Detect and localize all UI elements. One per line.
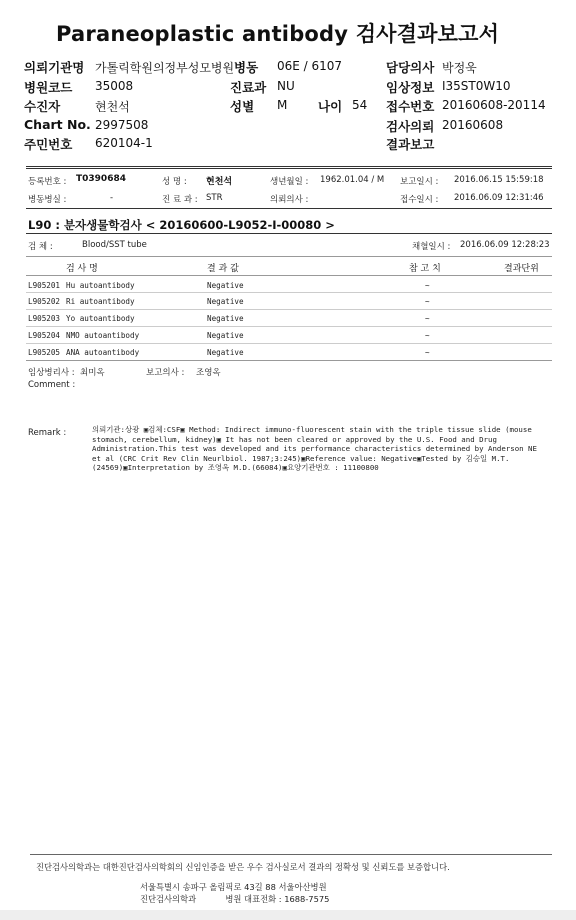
reporting-doctor-value: 조영옥 (196, 368, 221, 378)
divider (26, 256, 552, 257)
clinical-info-value: I35ST0W10 (442, 79, 511, 93)
report-title: Paraneoplastic antibody 검사결과보고서 (56, 22, 500, 46)
id-label: 주민번호 (24, 137, 73, 152)
clinical-info-label: 임상정보 (386, 80, 435, 95)
divider (26, 208, 552, 209)
test-result: Negative (207, 331, 244, 340)
receipt-date-label: 접수일시 : (400, 195, 439, 205)
receipt-date-value: 2016.06.09 12:31:46 (454, 193, 544, 203)
divider (26, 233, 552, 234)
test-result: Negative (207, 281, 244, 290)
chart-value: 2997508 (95, 118, 149, 132)
dept-label: 진료과 (230, 80, 267, 95)
divider (26, 360, 552, 361)
request-date-value: 20160608 (442, 118, 504, 132)
remark-label: Remark : (28, 428, 67, 438)
test-code: L905204 (28, 331, 61, 340)
reception-no-value: 20160608-20114 (442, 98, 546, 112)
doctor-value: 박정욱 (442, 61, 477, 75)
institution-label: 의뢰기관명 (24, 60, 85, 75)
test-name: ANA autoantibody (66, 348, 140, 357)
test-result: Negative (207, 348, 244, 357)
divider (26, 168, 552, 169)
specimen-label: 검 체 : (28, 242, 53, 252)
ward-room-value: - (110, 193, 114, 203)
test-reference: ~ (425, 281, 430, 290)
collection-value: 2016.06.09 12:28:23 (460, 240, 550, 250)
hospital-code-label: 병원코드 (24, 80, 73, 95)
chart-label: Chart No. (24, 117, 91, 132)
report-date-value: 2016.06.15 15:59:18 (454, 175, 544, 185)
sub-dept-value: STR (206, 193, 223, 203)
hospital-code-value: 35008 (95, 79, 134, 93)
name-label: 성 명 : (162, 177, 187, 187)
test-code: L905201 (28, 281, 61, 290)
col-header-reference: 참 고 치 (409, 264, 441, 274)
report-date-label: 보고일시 : (400, 177, 439, 187)
divider (26, 275, 552, 276)
footer-contact (140, 893, 329, 905)
sub-dept-label: 진 료 과 : (162, 195, 198, 205)
doctor-label: 담당의사 (386, 60, 435, 75)
dob-label: 생년월일 : (270, 177, 309, 187)
comment-label: Comment : (28, 380, 76, 390)
test-result: Negative (207, 314, 244, 323)
divider (26, 309, 552, 310)
referring-label: 의뢰의사 : (270, 195, 309, 205)
test-name: Yo autoantibody (66, 314, 135, 323)
request-date-label: 검사의뢰 (386, 119, 435, 134)
section-title: L90 : 분자생물학검사 < 20160600-L9052-I-00080 > (28, 218, 335, 232)
pathologist-value: 최미옥 (80, 368, 105, 378)
divider (26, 292, 552, 293)
remark-text: 의뢰기관:상광 ▣검체:CSF▣ Method: Indirect immuno-fluorescent stain with the triple tissue slide (mouse stomach, cerebellum, kidney)▣ It has not been cleared or approved by the U.S. Food and Drug Administration.This test was developed and its performance characteristics determined by Anderson NE et al (CRC Crit Rev Clin Neurlbiol. 1987;3:245)▣Reference value: Negative▣Tested by 김승일 M.T.(24569)▣Interpretation by 조영옥 M.D.(66084)▣요양기관번호 : 11100800 (92, 425, 537, 473)
id-value: 620104-1 (95, 136, 153, 150)
footer-divider (30, 854, 552, 855)
result-report-label: 결과보고 (386, 137, 435, 152)
phone-value: 1688-7575 (284, 894, 330, 904)
test-name: Ri autoantibody (66, 297, 135, 306)
divider (26, 166, 552, 167)
col-header-test-name: 검 사 명 (66, 264, 98, 274)
test-name: Hu autoantibody (66, 281, 135, 290)
divider (26, 326, 552, 327)
collection-label: 채혈일시 : (412, 242, 451, 252)
dob-value: 1962.01.04 / M (320, 175, 385, 185)
test-result: Negative (207, 297, 244, 306)
sex-label: 성별 (230, 99, 255, 114)
age-value: 54 (352, 98, 368, 112)
reg-no-value: T0390684 (76, 174, 126, 184)
sex-value: M (277, 98, 288, 112)
reception-no-label: 접수번호 (386, 99, 435, 114)
pathologist-label: 임상병리사 : (28, 368, 75, 378)
page-bottom-edge (0, 910, 576, 920)
test-reference: ~ (425, 331, 430, 340)
hospital-address: 서울특별시 송파구 올림픽로 43길 88 서울아산병원 (140, 882, 327, 892)
ward-label: 병동 (234, 60, 259, 75)
dept-value: NU (277, 79, 295, 93)
patient-label: 수진자 (24, 99, 61, 114)
divider (26, 343, 552, 344)
test-reference: ~ (425, 314, 430, 323)
footer-department: 진단검사의학과 (140, 894, 197, 904)
test-code: L905205 (28, 348, 61, 357)
phone-label: 병원 대표전화 : (225, 894, 282, 904)
reg-no-label: 등록번호 : (28, 177, 67, 187)
patient-value: 현천석 (95, 100, 130, 114)
ward-room-label: 병동병실 : (28, 195, 67, 205)
ward-value: 06E / 6107 (277, 59, 343, 73)
col-header-unit: 결과단위 (504, 264, 539, 274)
name-value: 현천석 (206, 177, 233, 187)
institution-value: 가톨릭학원의정부성모병원 (95, 61, 235, 75)
test-reference: ~ (425, 297, 430, 306)
age-label: 나이 (318, 99, 343, 114)
test-code: L905203 (28, 314, 61, 323)
test-reference: ~ (425, 348, 430, 357)
specimen-value: Blood/SST tube (82, 240, 147, 250)
reporting-doctor-label: 보고의사 : (146, 368, 185, 378)
test-code: L905202 (28, 297, 61, 306)
col-header-result: 결 과 값 (207, 264, 239, 274)
certification-text: 진단검사의학과는 대한진단검사의학회의 신임인증을 받은 우수 검사실로서 결과의 정확성 및 신뢰도를 보증합니다. (36, 862, 450, 872)
test-name: NMO autoantibody (66, 331, 140, 340)
